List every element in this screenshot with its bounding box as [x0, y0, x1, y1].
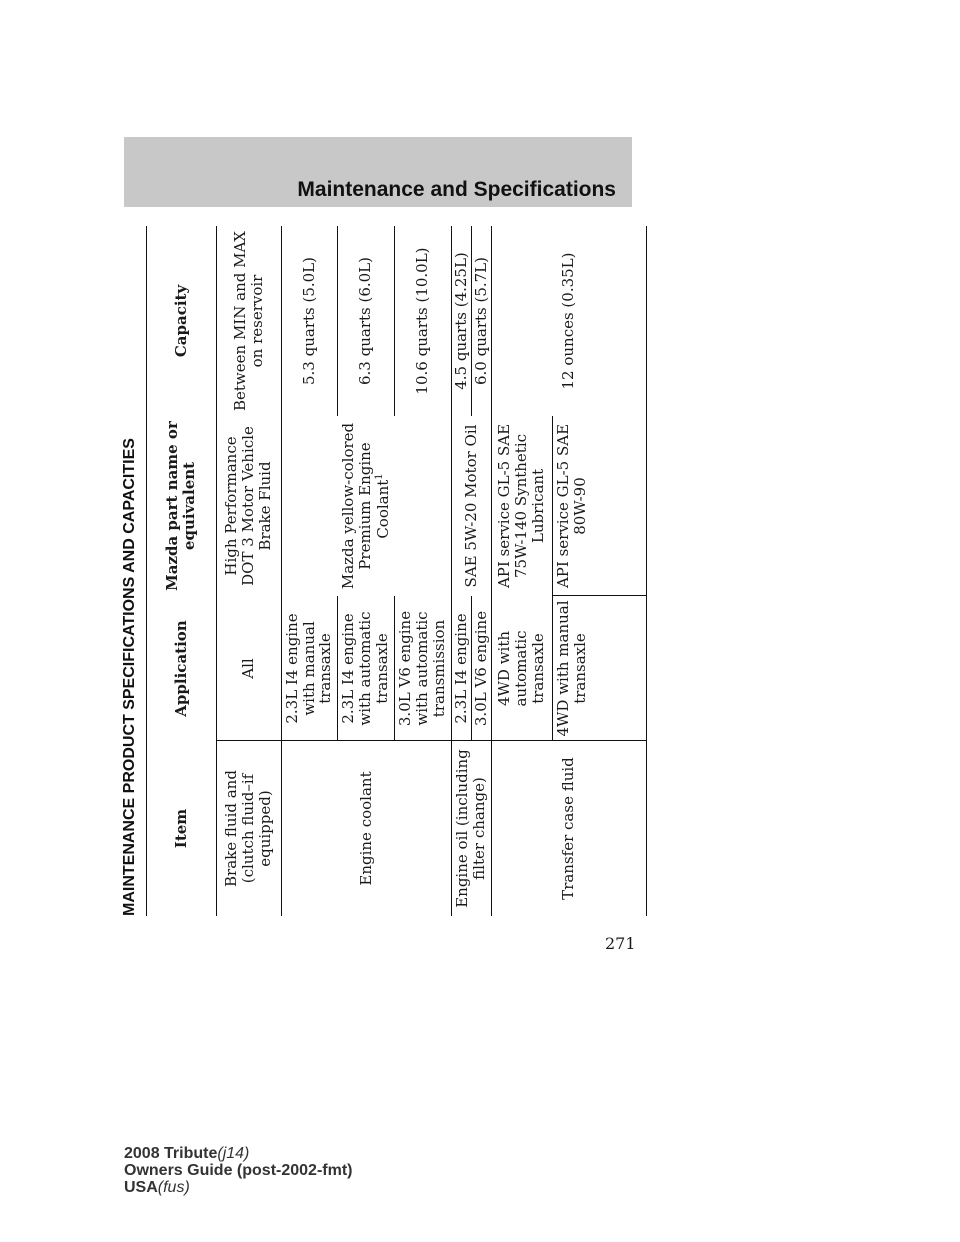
- page-number: 271: [605, 934, 636, 953]
- transfer-part-name-1: API service GL-5 SAE 75W-140 Synthetic Lubricant: [495, 423, 547, 589]
- header-divider: [216, 226, 217, 916]
- coolant-application-3: 3.0L V6 engine with automatic transmission: [396, 610, 448, 727]
- header-application: Application: [171, 620, 190, 717]
- coolant-cap-divider-2: [394, 226, 395, 416]
- transfer-item: Transfer case fluid: [559, 757, 578, 900]
- transfer-column-divider: [552, 595, 646, 596]
- brake-capacity: Between MIN and MAX on reservoir: [230, 231, 266, 411]
- transfer-capacity: 12 ounces (0.35L): [559, 252, 578, 390]
- coolant-item: Engine coolant: [356, 771, 375, 886]
- oil-app-divider: [471, 596, 472, 741]
- rotated-table-content: [118, 226, 589, 916]
- row-divider-coolant: [451, 226, 452, 916]
- header-part-name: Mazda part name or equivalent: [163, 421, 198, 591]
- footer-market: USA: [124, 1178, 158, 1196]
- table-top-border: [146, 226, 147, 916]
- transfer-divider: [552, 416, 553, 741]
- footer: [124, 1146, 352, 1196]
- brake-application: All: [239, 658, 258, 679]
- row-divider-oil: [491, 226, 492, 916]
- coolant-part-name: [281, 416, 451, 596]
- footer-line-2: [124, 1163, 352, 1180]
- footer-market-code: (fus): [157, 1178, 190, 1196]
- brake-part-name: High Performance DOT 3 Motor Vehicle Brake Fluid: [222, 426, 274, 586]
- section-tab: [124, 137, 632, 207]
- oil-application-2: 3.0L V6 engine: [471, 610, 490, 727]
- section-title: Maintenance and Specifications: [297, 178, 616, 201]
- footer-line-1: [124, 1146, 352, 1163]
- table-title: MAINTENANCE PRODUCT SPECIFICATIONS AND CAPACITIES: [121, 438, 138, 916]
- footer-line-3: [124, 1180, 352, 1197]
- transfer-application-2: 4WD with manual transaxle: [554, 600, 589, 737]
- oil-capacity-1: 4.5 quarts (4.25L): [451, 252, 470, 390]
- coolant-part-text: Mazda yellow-colored Premium Engine Coolant: [339, 422, 392, 590]
- row-divider-brake: [281, 226, 282, 916]
- oil-part-name: SAE 5W-20 Motor Oil: [461, 424, 480, 588]
- table-bottom-border: [646, 226, 647, 916]
- header-capacity: Capacity: [171, 284, 190, 358]
- coolant-capacity-2: 6.3 quarts (6.0L): [356, 257, 375, 386]
- footer-model: 2008 Tribute: [124, 1145, 218, 1162]
- transfer-part-name-2: API service GL-5 SAE 80W-90: [554, 423, 589, 589]
- header-item: Item: [171, 808, 190, 849]
- oil-cap-divider: [471, 226, 472, 416]
- footer-guide: Owners Guide (post-2002-fmt): [124, 1161, 353, 1179]
- coolant-application-1: 2.3L I4 engine with manual transaxle: [282, 613, 335, 724]
- coolant-app-divider-1: [337, 596, 338, 741]
- oil-item: Engine oil (including filter change): [453, 749, 488, 908]
- oil-capacity-2: 6.0 quarts (5.7L): [471, 257, 490, 386]
- column-divider-1: [216, 740, 646, 741]
- footer-model-code: (j14): [217, 1145, 250, 1162]
- brake-item: Brake fluid and (clutch fluid–if equipped): [222, 770, 274, 887]
- coolant-app-divider-2: [394, 596, 395, 741]
- coolant-capacity-1: 5.3 quarts (5.0L): [299, 257, 318, 386]
- coolant-footnote-marker: 1: [373, 473, 385, 480]
- specifications-table: [146, 226, 589, 916]
- transfer-application-1: 4WD with automatic transaxle: [495, 630, 547, 707]
- coolant-application-2: 2.3L I4 engine with automatic transaxle: [339, 611, 391, 726]
- coolant-cap-divider-1: [337, 226, 338, 416]
- rotated-table-block: [118, 226, 589, 916]
- oil-application-1: 2.3L I4 engine: [451, 613, 470, 724]
- coolant-capacity-3: 10.6 quarts (10.0L): [413, 247, 432, 395]
